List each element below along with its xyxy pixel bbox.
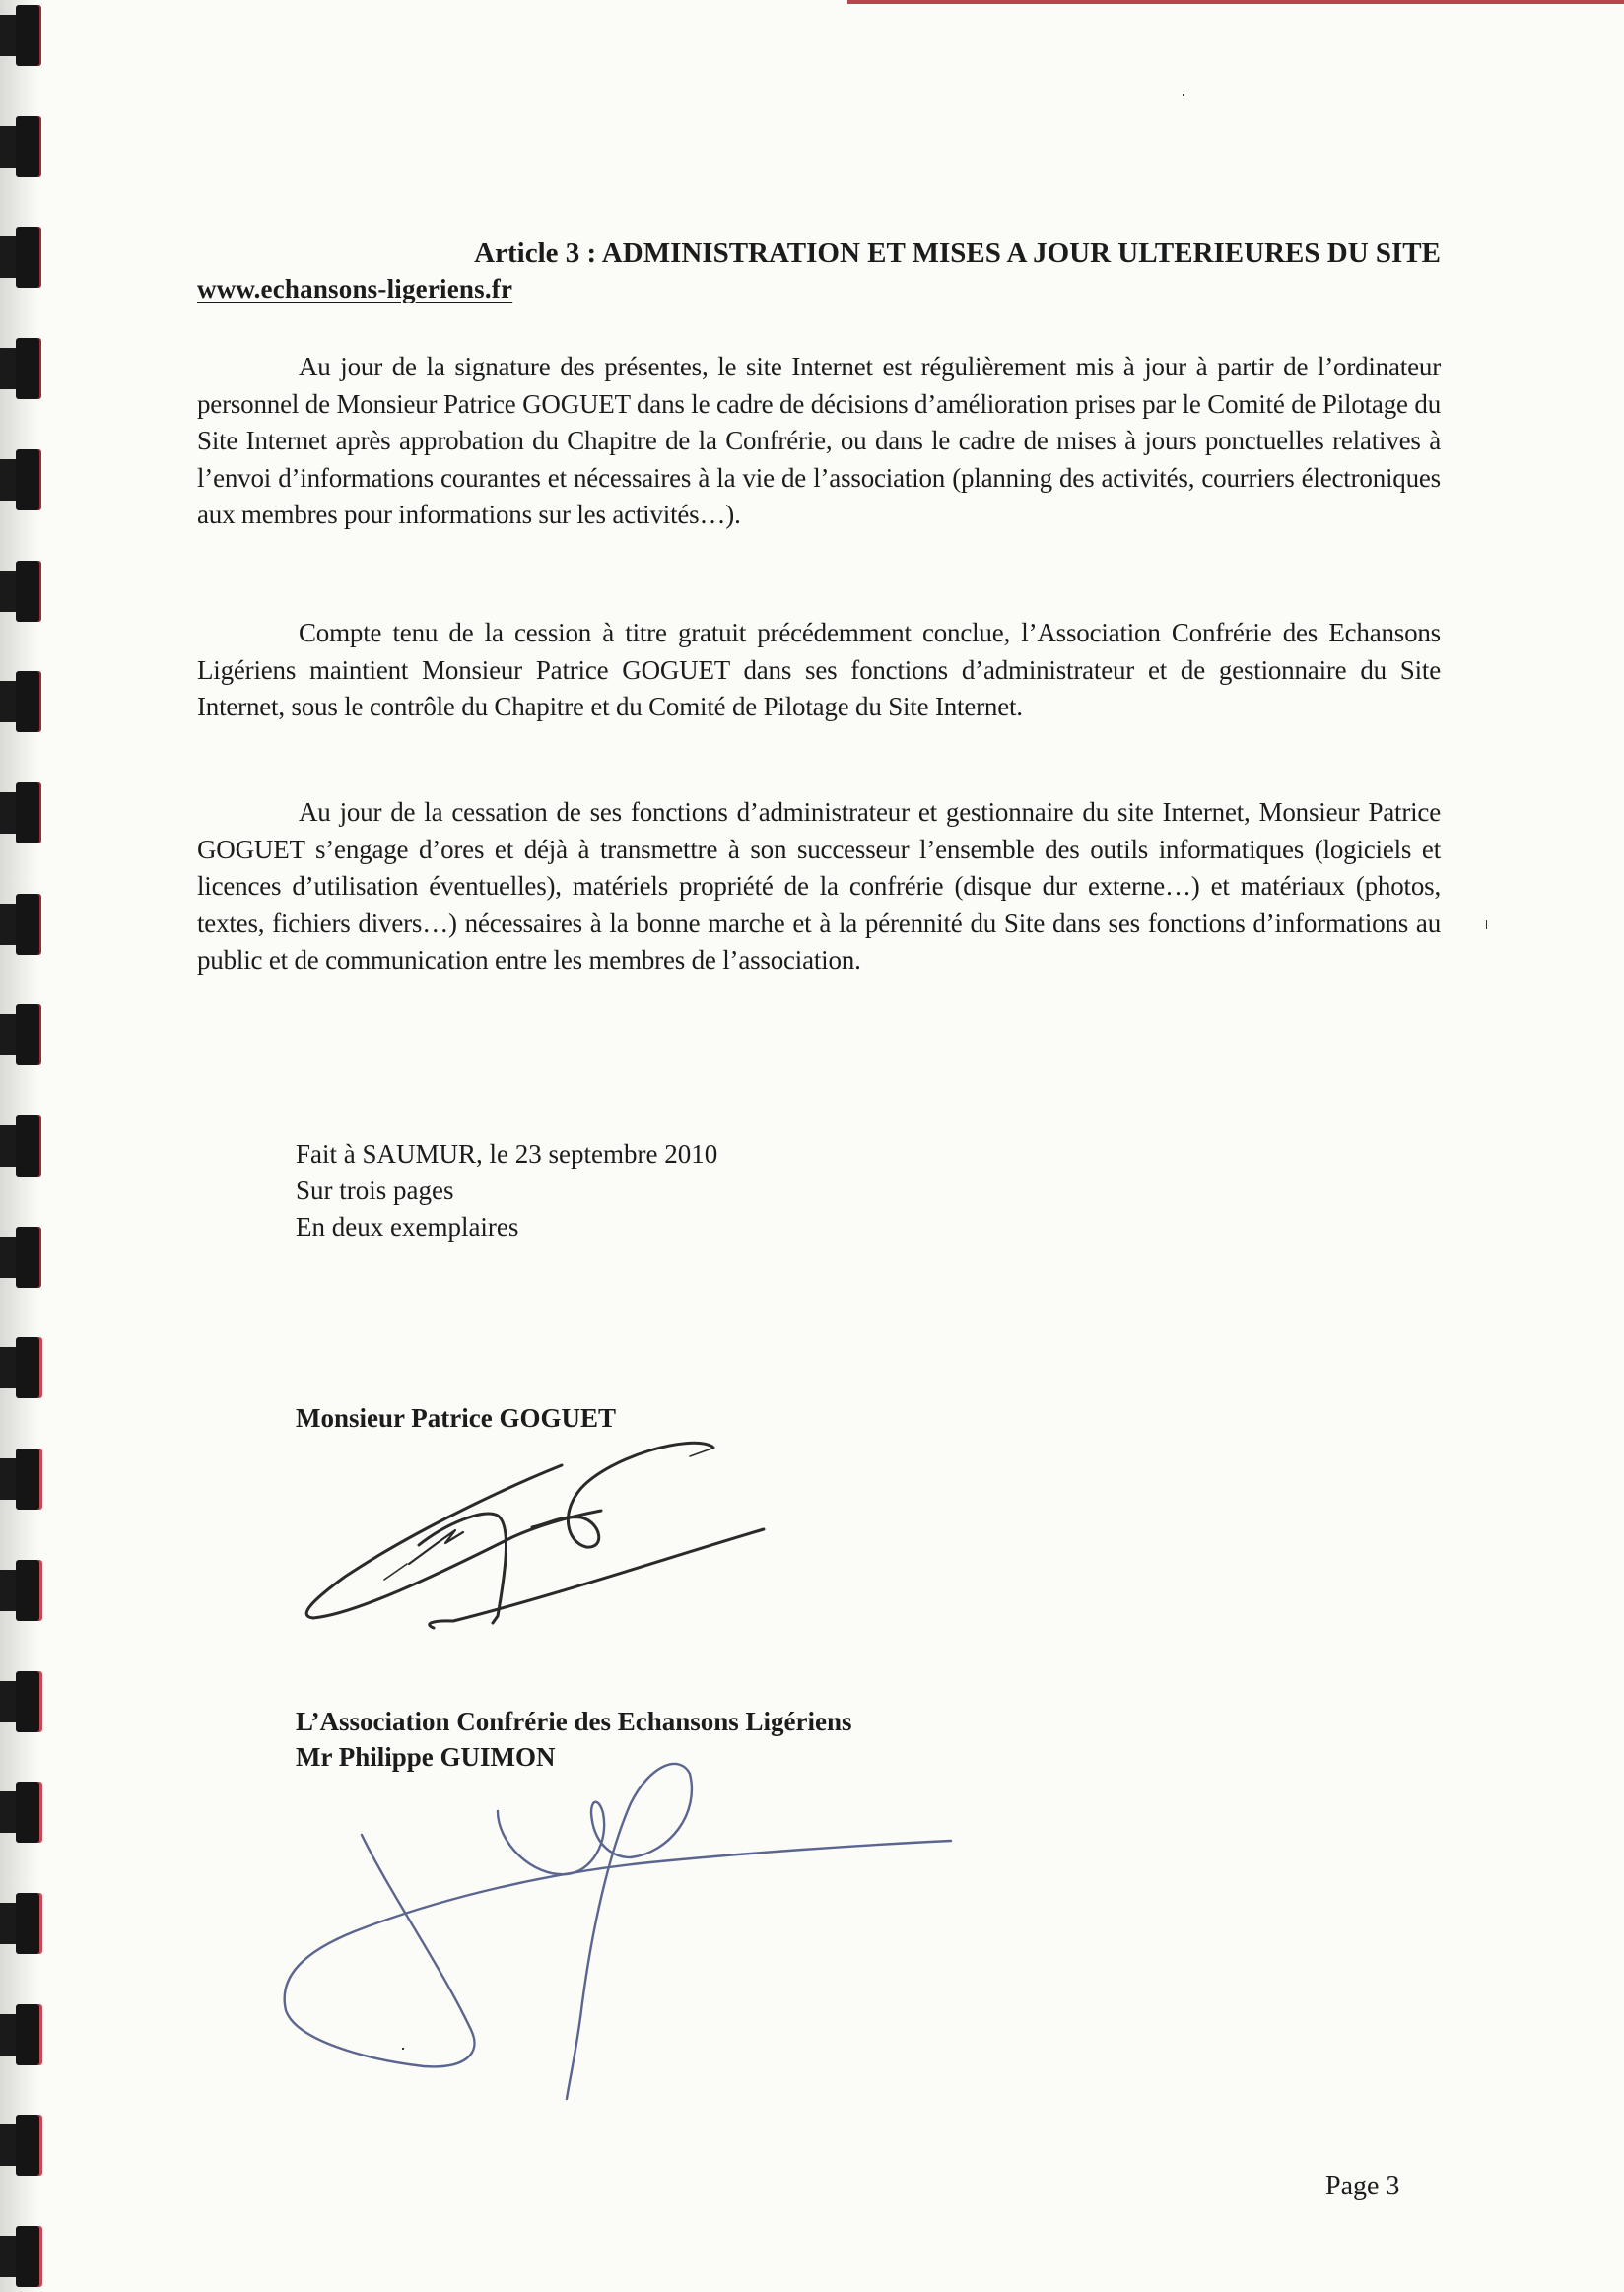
signatory-2-name: Mr Philippe GUIMON (296, 1742, 556, 1772)
signature-goguet-stroke (430, 1529, 764, 1628)
binding-tooth (0, 1004, 39, 1065)
place-and-date: Fait à SAUMUR, le 23 septembre 2010 (296, 1139, 718, 1169)
paragraph-handover-obligation: Au jour de la cessation de ses fonctions d’administrateur et gestionnaire du site Internet, Monsieur Patrice GOGUET s’engage d’ores et déjà à transmettre à son successeur l’ensemble des outils informatiques (logiciels et licences d’utilisation éventuelles), matériels propriété de la confrérie (disque dur externe…) et matériaux (photos, textes, fichiers divers…) nécessaires à la bonne marche et à la pérennité du Site dans ses fonctions d’informations au public et de communication entre les membres de l’association. (197, 797, 1441, 975)
article-heading: Article 3 : ADMINISTRATION ET MISES A JOUR ULTERIEURES DU SITE (474, 237, 1441, 269)
signature-guimon (285, 1764, 951, 2099)
signatory-1-name: Monsieur Patrice GOGUET (296, 1403, 616, 1433)
binding-tooth (0, 116, 39, 177)
red-cover-edge (847, 0, 1624, 4)
binding-tooth (0, 1782, 39, 1843)
binding-tooth (0, 1337, 39, 1398)
binding-tooth (0, 671, 39, 732)
closing-block (296, 1136, 717, 1246)
signature-goguet-stroke (409, 1530, 463, 1564)
binding-tooth (0, 2004, 39, 2065)
paragraph-administrator-role: Compte tenu de la cession à titre gratuit précédemment conclue, l’Association Confrérie des Echansons Ligériens maintient Monsieur Patrice GOGUET dans ses fonctions d’administrateur et de gestionnaire du Site Internet, sous le contrôle du Chapitre et du Comité de Pilotage du Site Internet. (197, 618, 1441, 721)
signature-guimon-stroke (498, 1764, 692, 2099)
binding-tooth (0, 449, 39, 510)
binding-tooth (0, 1115, 39, 1177)
scan-speck (1486, 920, 1487, 929)
binding-tooth (0, 782, 39, 843)
binding-tooth (0, 1227, 39, 1288)
binding-tooth (0, 1560, 39, 1621)
binding-tooth (0, 1893, 39, 1954)
binding-tooth (0, 2115, 39, 2176)
binding-tooth (0, 227, 39, 288)
binding-tooth (0, 338, 39, 399)
copy-count: En deux exemplaires (296, 1212, 519, 1242)
spiral-binding (0, 0, 44, 2292)
page-number: Page 3 (1325, 2171, 1400, 2201)
signature-goguet-stroke (532, 1443, 712, 1547)
signature-goguet-stroke (690, 1448, 714, 1456)
paragraph-current-updates: Au jour de la signature des présentes, le site Internet est régulièrement mis à jour à partir de l’ordinateur personnel de Monsieur Patrice GOGUET dans le cadre de décisions d’amélioration prises par le Comité de Pilotage du Site Internet après approbation du Chapitre de la Confrérie, ou dans le cadre de mises à jours ponctuelles relatives à l’envoi d’informations courantes et nécessaires à la vie de l’association (planning des activités, courriers électroniques aux membres pour informations sur les activités…). (197, 352, 1441, 529)
binding-tooth (0, 1449, 39, 1510)
signature-goguet-stroke (419, 1514, 507, 1623)
scan-speck (402, 2048, 404, 2050)
signature-goguet-stroke (306, 1465, 601, 1618)
binding-tooth (0, 5, 39, 66)
signature-goguet-stroke (384, 1564, 407, 1580)
binding-tooth (0, 561, 39, 622)
signature-guimon-stroke (285, 1835, 951, 2066)
binding-tooth (0, 2226, 39, 2287)
page-count: Sur trois pages (296, 1176, 454, 1205)
signatory-2-organization: L’Association Confrérie des Echansons Ligériens (296, 1707, 852, 1736)
signature-goguet (306, 1443, 764, 1628)
scan-speck (1183, 94, 1184, 96)
binding-tooth (0, 894, 39, 955)
binding-tooth (0, 1671, 39, 1732)
site-url: www.echansons-ligeriens.fr (197, 274, 513, 303)
